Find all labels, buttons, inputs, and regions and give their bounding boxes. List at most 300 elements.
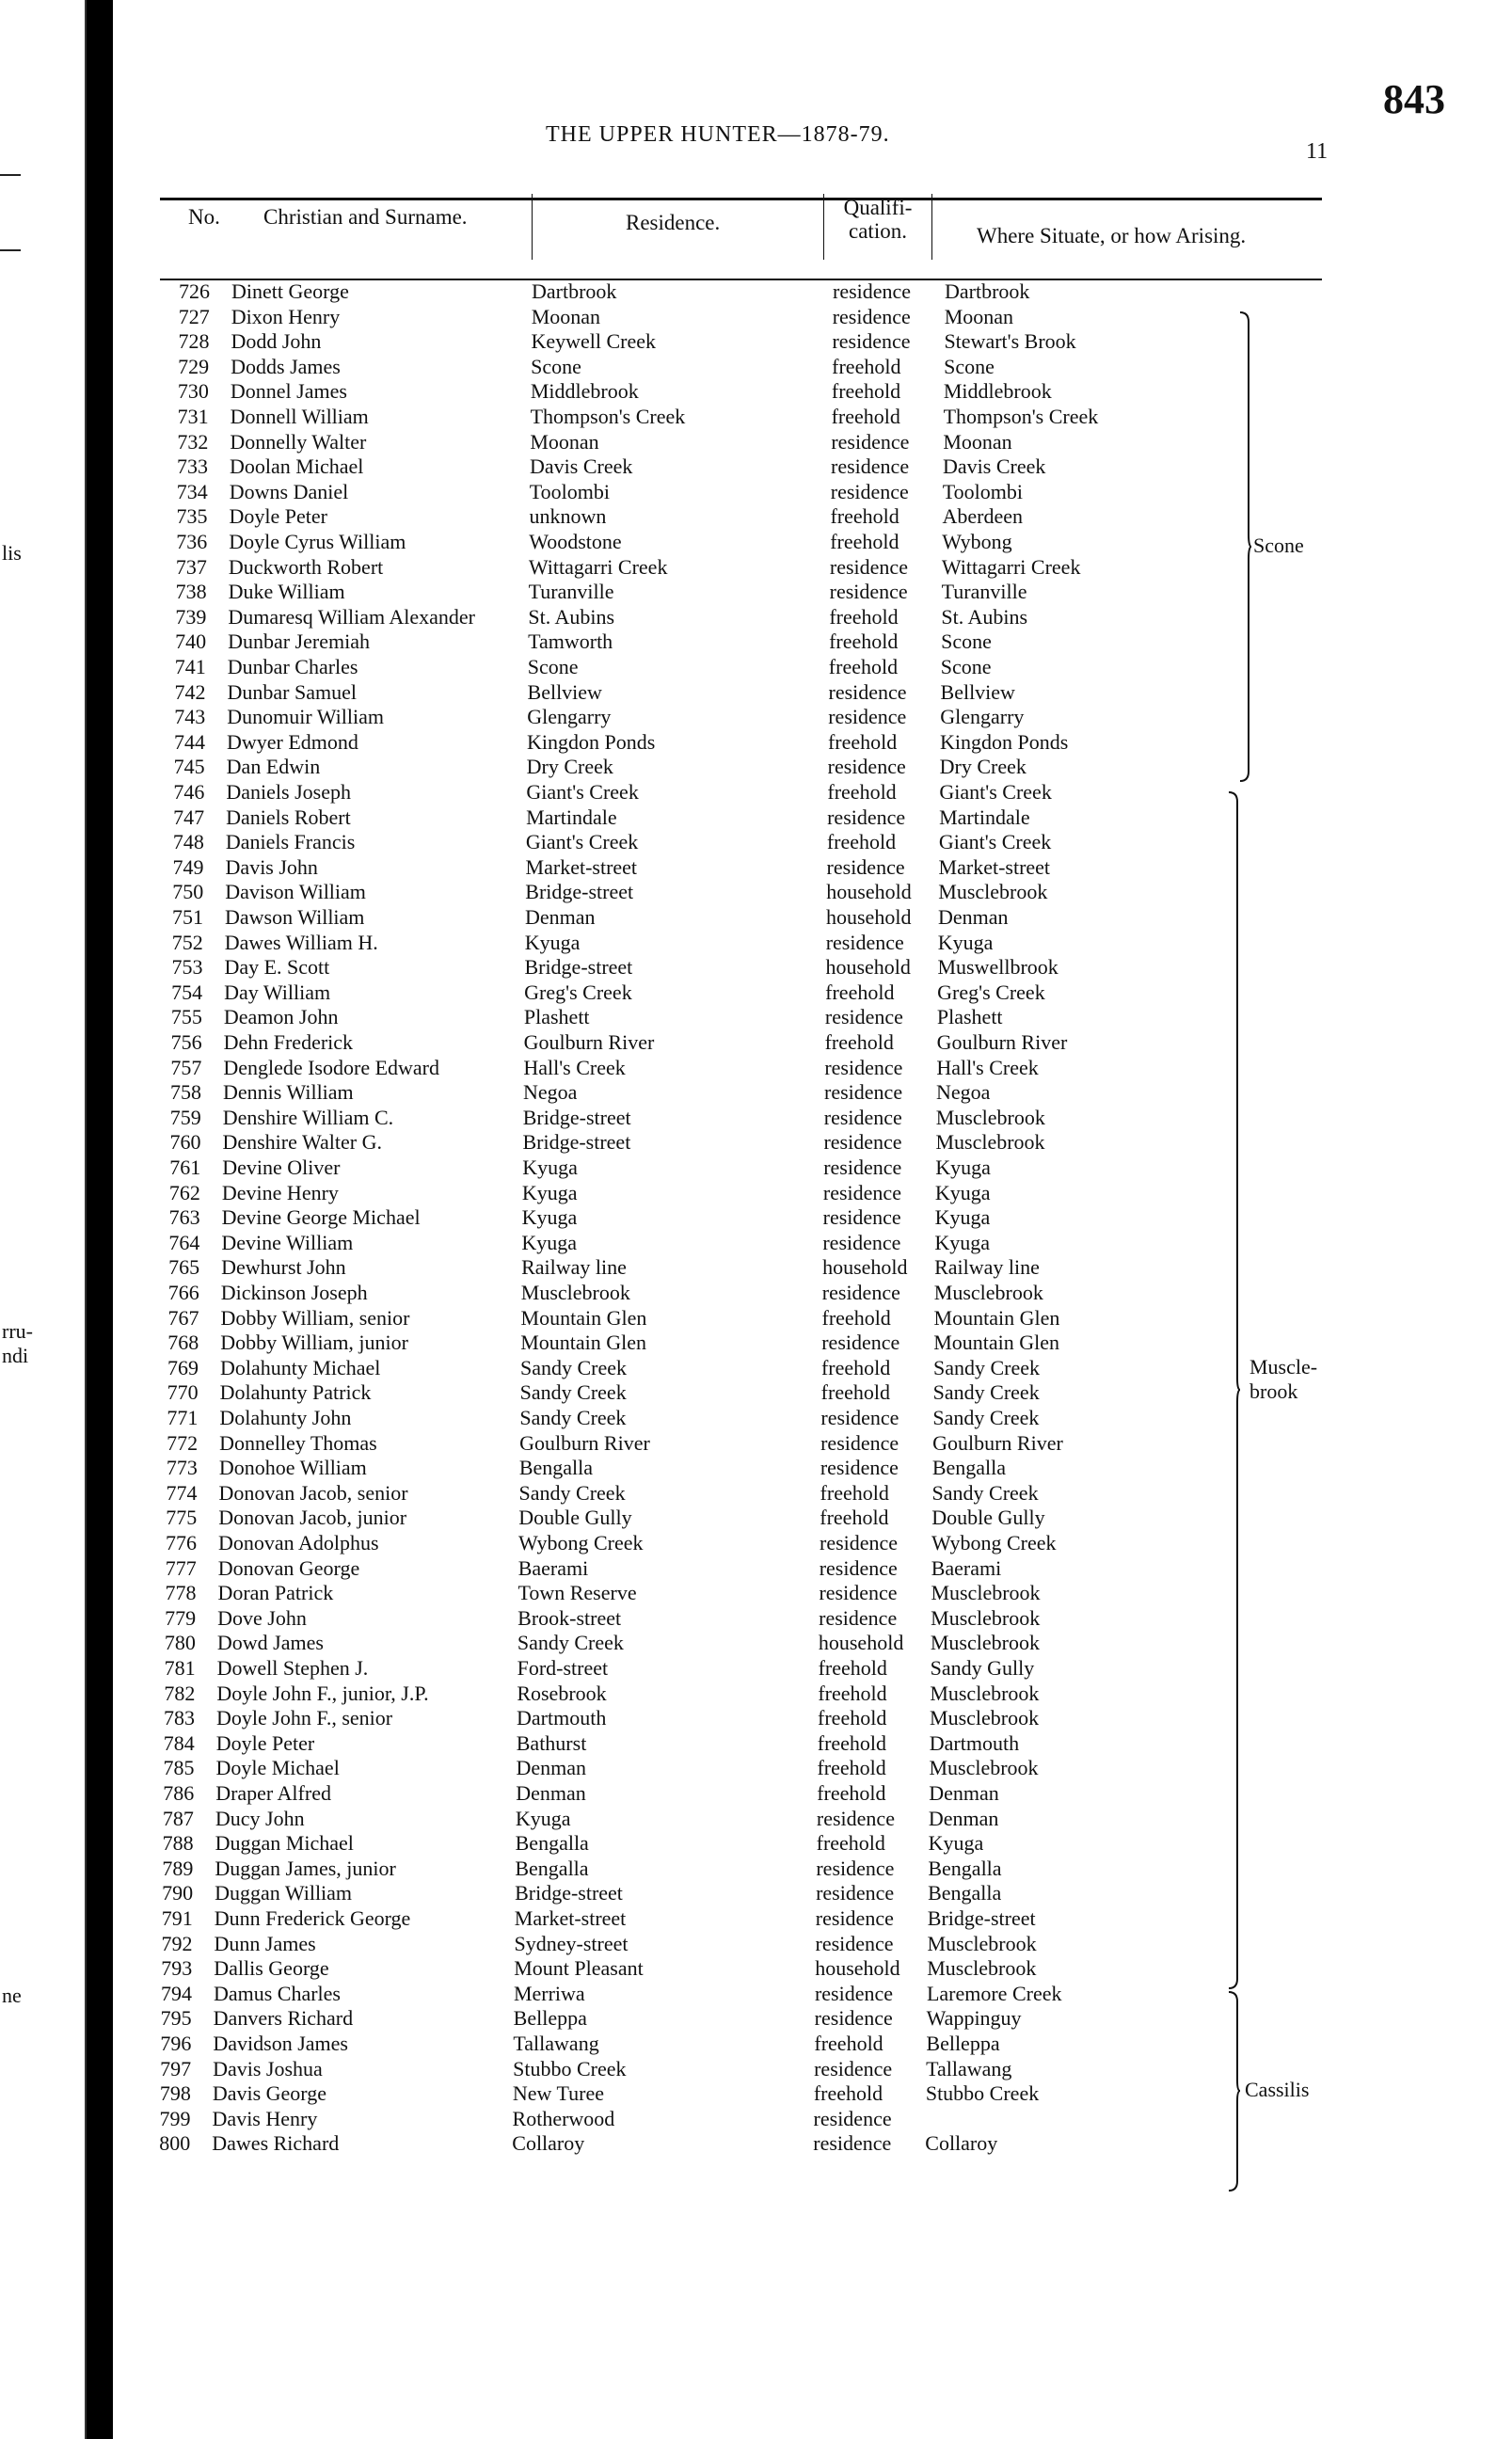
entry-name: Devine Henry (221, 1180, 339, 1204)
register-row (113, 1156, 1512, 1181)
entry-residence: Stubbo Creek (513, 2056, 627, 2080)
register-row (113, 805, 1512, 831)
entry-qualification: residence (820, 1430, 899, 1455)
entry-residence: Scone (527, 655, 579, 678)
entry-residence: Sandy Creek (519, 1380, 627, 1405)
entry-name: Duggan James, junior (215, 1856, 396, 1880)
entry-number: 753 (171, 955, 203, 980)
register-row (113, 730, 1512, 756)
register-row (113, 1857, 1512, 1882)
register-row (113, 880, 1512, 905)
entry-where-situate: Goulburn River (932, 1430, 1063, 1455)
entry-where-situate: Scone (941, 630, 992, 654)
entry-number: 727 (178, 304, 210, 328)
entry-number: 749 (172, 854, 204, 879)
book-gutter (87, 0, 113, 2439)
entry-qualification: freehold (816, 1831, 885, 1856)
entry-where-situate: Dry Creek (939, 755, 1027, 779)
entry-residence: Negoa (523, 1080, 578, 1105)
entry-residence: Davis Creek (530, 454, 633, 479)
entry-qualification: residence (832, 304, 911, 328)
facing-page-rule (0, 174, 21, 176)
entry-qualification: residence (823, 1130, 902, 1155)
entry-number: 778 (165, 1581, 197, 1605)
entry-residence: Toolombi (529, 479, 610, 503)
entry-name: Dunomuir William (227, 705, 384, 729)
entry-residence: Sandy Creek (519, 1406, 627, 1429)
entry-where-situate: Wybong (942, 530, 1012, 553)
entry-where-situate: Toolombi (942, 479, 1023, 503)
entry-residence: Denman (516, 1756, 586, 1780)
entry-residence: Bridge-street (524, 955, 633, 980)
entry-number: 730 (177, 379, 209, 404)
entry-name: Damus Charles (213, 1981, 341, 2005)
entry-qualification: residence (813, 2131, 892, 2156)
entry-qualification: freehold (826, 830, 897, 854)
entry-name: Denshire Walter G. (222, 1130, 382, 1155)
column-header-where: Where Situate, or how Arising. (977, 224, 1247, 247)
register-row (113, 1506, 1512, 1531)
entry-qualification: residence (815, 1931, 894, 1955)
facing-page-fragment: ne (2, 1984, 22, 2007)
entry-qualification: residence (824, 1005, 903, 1029)
entry-residence: Sydney-street (514, 1931, 629, 1955)
entry-residence: Glengarry (527, 705, 612, 729)
entry-name: Donovan Adolphus (218, 1531, 379, 1554)
entry-where-situate: Aberdeen (942, 504, 1023, 529)
entry-qualification: freehold (818, 1681, 887, 1705)
register-row (113, 1756, 1512, 1781)
register-row (113, 1956, 1512, 1982)
entry-number: 788 (162, 1831, 194, 1856)
entry-where-situate: Wittagarri Creek (941, 554, 1081, 579)
entry-where-situate: Kyuga (934, 1180, 991, 1204)
facing-page-fragment: ndi (2, 1344, 29, 1367)
entry-number: 761 (169, 1156, 201, 1179)
entry-number: 771 (167, 1406, 199, 1429)
entry-number: 781 (164, 1656, 196, 1680)
register-row (113, 1606, 1512, 1632)
entry-where-situate: Davis Creek (943, 454, 1046, 479)
register-row (113, 555, 1512, 581)
entry-number: 784 (163, 1730, 195, 1755)
entry-name: Dunn James (214, 1931, 316, 1955)
entry-where-situate: Railway line (934, 1255, 1040, 1280)
entry-where-situate: Bengalla (928, 1856, 1002, 1880)
entry-where-situate: Musclebrook (927, 1931, 1037, 1955)
register-row (113, 1682, 1512, 1707)
entry-where-situate: Dartmouth (929, 1730, 1020, 1755)
entry-where-situate: Goulburn River (936, 1030, 1068, 1054)
entry-qualification: residence (813, 2106, 892, 2130)
register-row (113, 1181, 1512, 1206)
entry-qualification: freehold (828, 655, 899, 678)
entry-where-situate: Denman (938, 905, 1009, 929)
entry-number: 799 (159, 2106, 191, 2130)
entry-residence: Hall's Creek (523, 1055, 626, 1079)
entry-qualification: freehold (821, 1305, 891, 1330)
entry-number: 744 (173, 729, 205, 754)
register-row (113, 1331, 1512, 1356)
entry-where-situate: Glengarry (940, 705, 1025, 729)
entry-qualification: residence (825, 930, 904, 954)
entry-number: 732 (177, 429, 209, 454)
entry-residence: Bengalla (518, 1456, 594, 1480)
entry-name: Dunbar Charles (227, 655, 358, 678)
register-row (113, 1005, 1512, 1030)
entry-where-situate: Kyuga (934, 1230, 991, 1254)
register-row (113, 905, 1512, 931)
entry-residence: Scone (531, 354, 581, 378)
entry-where-situate: Musclebrook (929, 1756, 1039, 1780)
entry-number: 752 (171, 930, 203, 954)
register-row (113, 279, 1512, 305)
register-row (113, 1406, 1512, 1431)
entry-qualification: residence (819, 1605, 898, 1630)
brace-musclebrook (1228, 790, 1239, 1990)
entry-qualification: residence (822, 1205, 901, 1230)
entry-qualification: household (826, 880, 912, 904)
entry-number: 786 (163, 1781, 195, 1805)
entry-where-situate: Market-street (938, 854, 1051, 879)
entry-residence: Market-street (514, 1906, 627, 1930)
entry-number: 763 (168, 1205, 200, 1230)
entry-number: 765 (168, 1255, 200, 1280)
entry-qualification: residence (822, 1180, 901, 1204)
register-row (113, 1481, 1512, 1506)
entry-name: Davidson James (213, 2032, 348, 2055)
entry-where-situate: Bengalla (931, 1456, 1007, 1480)
register-row (113, 1281, 1512, 1306)
register-row (113, 2006, 1512, 2032)
entry-residence: Merriwa (513, 1981, 585, 2005)
entry-name: Doran Patrick (217, 1581, 334, 1605)
entry-where-situate: Mountain Glen (933, 1331, 1060, 1355)
entry-name: Doyle John F., junior, J.P. (216, 1681, 429, 1705)
entry-residence: Bridge-street (515, 1881, 623, 1905)
entry-number: 756 (170, 1030, 202, 1054)
entry-where-situate: Plashett (936, 1005, 1003, 1029)
entry-where-situate: Kyuga (937, 930, 994, 954)
entry-name: Davis Joshua (213, 2056, 323, 2080)
entry-qualification: freehold (817, 1756, 886, 1780)
entry-qualification: freehold (827, 729, 898, 754)
entry-where-situate: Sandy Creek (932, 1406, 1040, 1429)
entry-qualification: residence (831, 454, 910, 479)
register-row (113, 855, 1512, 881)
entry-residence: Goulburn River (523, 1030, 655, 1054)
entry-where-situate: Martindale (939, 805, 1030, 829)
entry-number: 773 (166, 1456, 198, 1480)
entry-where-situate: Sandy Creek (931, 1480, 1039, 1505)
entry-where-situate: Kyuga (935, 1156, 991, 1179)
entry-number: 734 (176, 479, 208, 503)
register-row (113, 630, 1512, 655)
entry-qualification: freehold (817, 1781, 886, 1805)
register-entries (113, 0, 1512, 2439)
entry-residence: Denman (516, 1781, 586, 1805)
entry-where-situate: Denman (929, 1781, 999, 1805)
register-row (113, 755, 1512, 780)
entry-where-situate: Dartbrook (945, 279, 1030, 303)
entry-qualification: residence (814, 1981, 894, 2005)
entry-residence: Thompson's Creek (530, 405, 686, 428)
entry-where-situate: Musclebrook (935, 1130, 1045, 1155)
entry-residence: Mount Pleasant (514, 1956, 644, 1981)
entry-name: Dobby William, junior (220, 1331, 408, 1355)
entry-name: Dowd James (216, 1631, 324, 1655)
register-row (113, 1431, 1512, 1457)
entry-residence: Market-street (525, 854, 638, 879)
register-row (113, 1130, 1512, 1156)
entry-qualification: freehold (820, 1380, 890, 1405)
entry-number: 775 (166, 1506, 198, 1530)
entry-number: 789 (162, 1856, 194, 1880)
entry-residence: Bridge-street (522, 1130, 631, 1155)
entry-qualification: freehold (832, 354, 901, 378)
entry-number: 746 (173, 780, 205, 804)
entry-name: Devine William (221, 1230, 354, 1254)
entry-qualification: freehold (814, 2032, 883, 2055)
entry-name: Dawes William H. (224, 930, 378, 954)
entry-residence: Musclebrook (520, 1281, 630, 1304)
entry-number: 735 (176, 504, 208, 529)
entry-residence: Wittagarri Creek (528, 554, 668, 579)
entry-name: Dawson William (225, 905, 365, 929)
register-row (113, 1255, 1512, 1281)
entry-where-situate: Moonan (943, 429, 1012, 454)
entry-where-situate: St. Aubins (941, 604, 1028, 629)
entry-where-situate: Tallawang (926, 2056, 1012, 2080)
entry-residence: Kyuga (515, 1806, 571, 1830)
entry-residence: Kyuga (521, 1205, 578, 1230)
entry-where-situate: Baerami (931, 1555, 1002, 1580)
register-row (113, 329, 1512, 355)
entry-residence: Baerami (517, 1555, 589, 1580)
entry-number: 774 (166, 1480, 198, 1505)
entry-qualification: freehold (820, 1506, 889, 1530)
entry-qualification: residence (819, 1581, 898, 1605)
entry-residence: Town Reserve (517, 1581, 637, 1605)
entry-name: Davison William (225, 880, 366, 904)
register-row (113, 1932, 1512, 1957)
entry-qualification: residence (829, 580, 908, 604)
entry-where-situate: Belleppa (926, 2032, 1000, 2055)
entry-where-situate: Greg's Creek (937, 980, 1045, 1004)
entry-qualification: residence (822, 1230, 901, 1254)
register-row (113, 1106, 1512, 1131)
register-row (113, 355, 1512, 380)
entry-where-situate: Wappinguy (926, 2006, 1022, 2031)
entry-qualification: residence (819, 1555, 898, 1580)
entry-number: 780 (164, 1631, 196, 1655)
entry-name: Doyle Peter (215, 1730, 315, 1755)
entry-number: 762 (168, 1180, 200, 1204)
entry-where-situate: Moonan (944, 304, 1014, 328)
entry-name: Devine George Michael (221, 1205, 421, 1230)
entry-residence: Bridge-street (522, 1105, 631, 1129)
entry-where-situate: Scone (940, 655, 992, 678)
entry-qualification: residence (823, 1156, 902, 1179)
entry-number: 777 (165, 1555, 197, 1580)
entry-number: 751 (172, 905, 203, 929)
entry-number: 739 (175, 604, 207, 629)
entry-qualification: freehold (831, 405, 900, 428)
entry-number: 740 (175, 630, 207, 654)
entry-number: 798 (159, 2081, 191, 2106)
entry-qualification: residence (828, 679, 907, 704)
entry-residence: New Turee (512, 2081, 604, 2106)
entry-residence: Moonan (531, 304, 601, 328)
entry-qualification: residence (814, 2006, 893, 2031)
entry-qualification: residence (830, 479, 909, 503)
entry-qualification: residence (821, 1331, 900, 1355)
entry-qualification: residence (831, 429, 910, 454)
entry-where-situate: Kyuga (928, 1831, 984, 1856)
entry-qualification: household (826, 905, 912, 929)
entry-name: Denshire William C. (222, 1105, 394, 1129)
entry-name: Devine Oliver (222, 1156, 341, 1179)
entry-qualification: residence (826, 854, 905, 879)
register-row (113, 1531, 1512, 1556)
entry-name: Dinett George (231, 279, 349, 303)
entry-residence: Bengalla (515, 1831, 589, 1856)
entry-number: 733 (177, 454, 209, 479)
entry-qualification: freehold (817, 1730, 887, 1755)
entry-number: 791 (161, 1906, 193, 1930)
entry-number: 769 (167, 1355, 199, 1379)
entry-where-situate: Bengalla (928, 1881, 1002, 1905)
page-number: 843 (1383, 76, 1445, 122)
register-row (113, 305, 1512, 330)
entry-residence: Dartmouth (517, 1706, 607, 1730)
register-row (113, 1656, 1512, 1682)
entry-residence: Brook-street (517, 1605, 622, 1630)
register-row (113, 1781, 1512, 1807)
entry-where-situate: Kyuga (934, 1205, 991, 1230)
entry-name: Doyle Michael (215, 1756, 340, 1780)
entry-number: 750 (172, 880, 204, 904)
entry-name: Dickinson Joseph (220, 1281, 368, 1304)
entry-number: 800 (159, 2131, 191, 2156)
entry-number: 764 (168, 1230, 200, 1254)
entry-number: 772 (167, 1430, 199, 1455)
entry-name: Dunn Frederick George (214, 1906, 411, 1930)
entry-where-situate: Bridge-street (927, 1906, 1036, 1930)
register-row (113, 1982, 1512, 2007)
entry-name: Day E. Scott (224, 955, 330, 980)
entry-qualification: freehold (830, 504, 899, 529)
entry-qualification: freehold (818, 1706, 887, 1730)
entry-qualification: residence (824, 1055, 903, 1079)
register-row (113, 379, 1512, 405)
entry-residence: Martindale (526, 805, 617, 829)
entry-name: Dodd John (231, 329, 322, 354)
entry-name: Dehn Frederick (223, 1030, 354, 1054)
entry-number: 743 (174, 705, 206, 729)
entry-name: Denglede Isodore Edward (223, 1055, 440, 1079)
entry-residence: Sandy Creek (518, 1480, 626, 1505)
entry-where-situate: Negoa (936, 1080, 991, 1105)
entry-where-situate: Muswellbrook (937, 955, 1058, 980)
register-row (113, 1306, 1512, 1331)
entry-qualification: freehold (813, 2081, 883, 2106)
entry-where-situate: Giant's Creek (938, 830, 1052, 854)
entry-number: 793 (161, 1956, 193, 1981)
entry-number: 760 (169, 1130, 201, 1155)
register-row (113, 504, 1512, 530)
entry-qualification: residence (816, 1856, 895, 1880)
register-row (113, 1731, 1512, 1757)
entry-residence: Middlebrook (530, 379, 639, 404)
entry-number: 736 (176, 530, 208, 553)
entry-name: Danvers Richard (213, 2006, 354, 2031)
facing-page-rule (0, 249, 21, 251)
column-header-name: Christian and Surname. (263, 205, 468, 229)
entry-name: Dwyer Edmond (226, 729, 358, 754)
register-row (113, 1881, 1512, 1906)
entry-name: Downs Daniel (229, 479, 349, 503)
entry-name: Dove John (217, 1605, 307, 1630)
entry-name: Daniels Joseph (226, 780, 351, 804)
entry-number: 785 (163, 1756, 195, 1780)
brace-cassilis (1228, 1990, 1239, 2192)
sheet-number: 11 (1306, 139, 1329, 164)
entry-number: 767 (167, 1305, 199, 1330)
entry-residence: Denman (525, 905, 596, 929)
register-row (113, 480, 1512, 505)
entry-where-situate: Bellview (940, 679, 1015, 704)
register-row (113, 1231, 1512, 1256)
register-page (113, 0, 1512, 2439)
entry-qualification: residence (828, 705, 907, 729)
entry-number: 795 (160, 2006, 192, 2031)
entry-number: 741 (174, 655, 206, 678)
entry-number: 757 (170, 1055, 202, 1079)
entry-where-situate: Musclebrook (930, 1681, 1040, 1705)
entry-name: Doyle John F., senior (216, 1706, 393, 1730)
entry-name: Dallis George (214, 1956, 329, 1981)
entry-residence: Kyuga (524, 930, 581, 954)
entry-name: Dunbar Samuel (227, 679, 357, 704)
entry-name: Dawes Richard (212, 2131, 340, 2156)
entry-residence: Mountain Glen (520, 1331, 647, 1355)
entry-where-situate: Thompson's Creek (943, 405, 1099, 428)
entry-qualification: residence (820, 1531, 899, 1554)
entry-qualification: freehold (831, 379, 901, 404)
entry-where-situate: Musclebrook (927, 1956, 1037, 1981)
entry-name: Daniels Francis (225, 830, 356, 854)
entry-residence: Woodstone (529, 530, 622, 553)
entry-residence: Tamworth (528, 630, 613, 654)
entry-where-situate: Musclebrook (930, 1631, 1040, 1655)
register-row (113, 1581, 1512, 1606)
entry-residence: Bengalla (515, 1856, 589, 1880)
entry-number: 726 (179, 279, 210, 303)
entry-qualification: residence (814, 2056, 893, 2080)
entry-qualification: freehold (820, 1355, 891, 1379)
register-row (113, 931, 1512, 956)
entry-number: 768 (167, 1331, 199, 1355)
entry-name: Duggan Michael (215, 1831, 354, 1856)
entry-name: Dodds James (231, 354, 341, 378)
entry-number: 790 (162, 1881, 194, 1905)
entry-name: Dolahunty Patrick (219, 1380, 372, 1405)
register-row (113, 1456, 1512, 1481)
entry-residence: Giant's Creek (525, 830, 639, 854)
entry-qualification: residence (827, 755, 906, 779)
entry-number: 748 (172, 830, 204, 854)
